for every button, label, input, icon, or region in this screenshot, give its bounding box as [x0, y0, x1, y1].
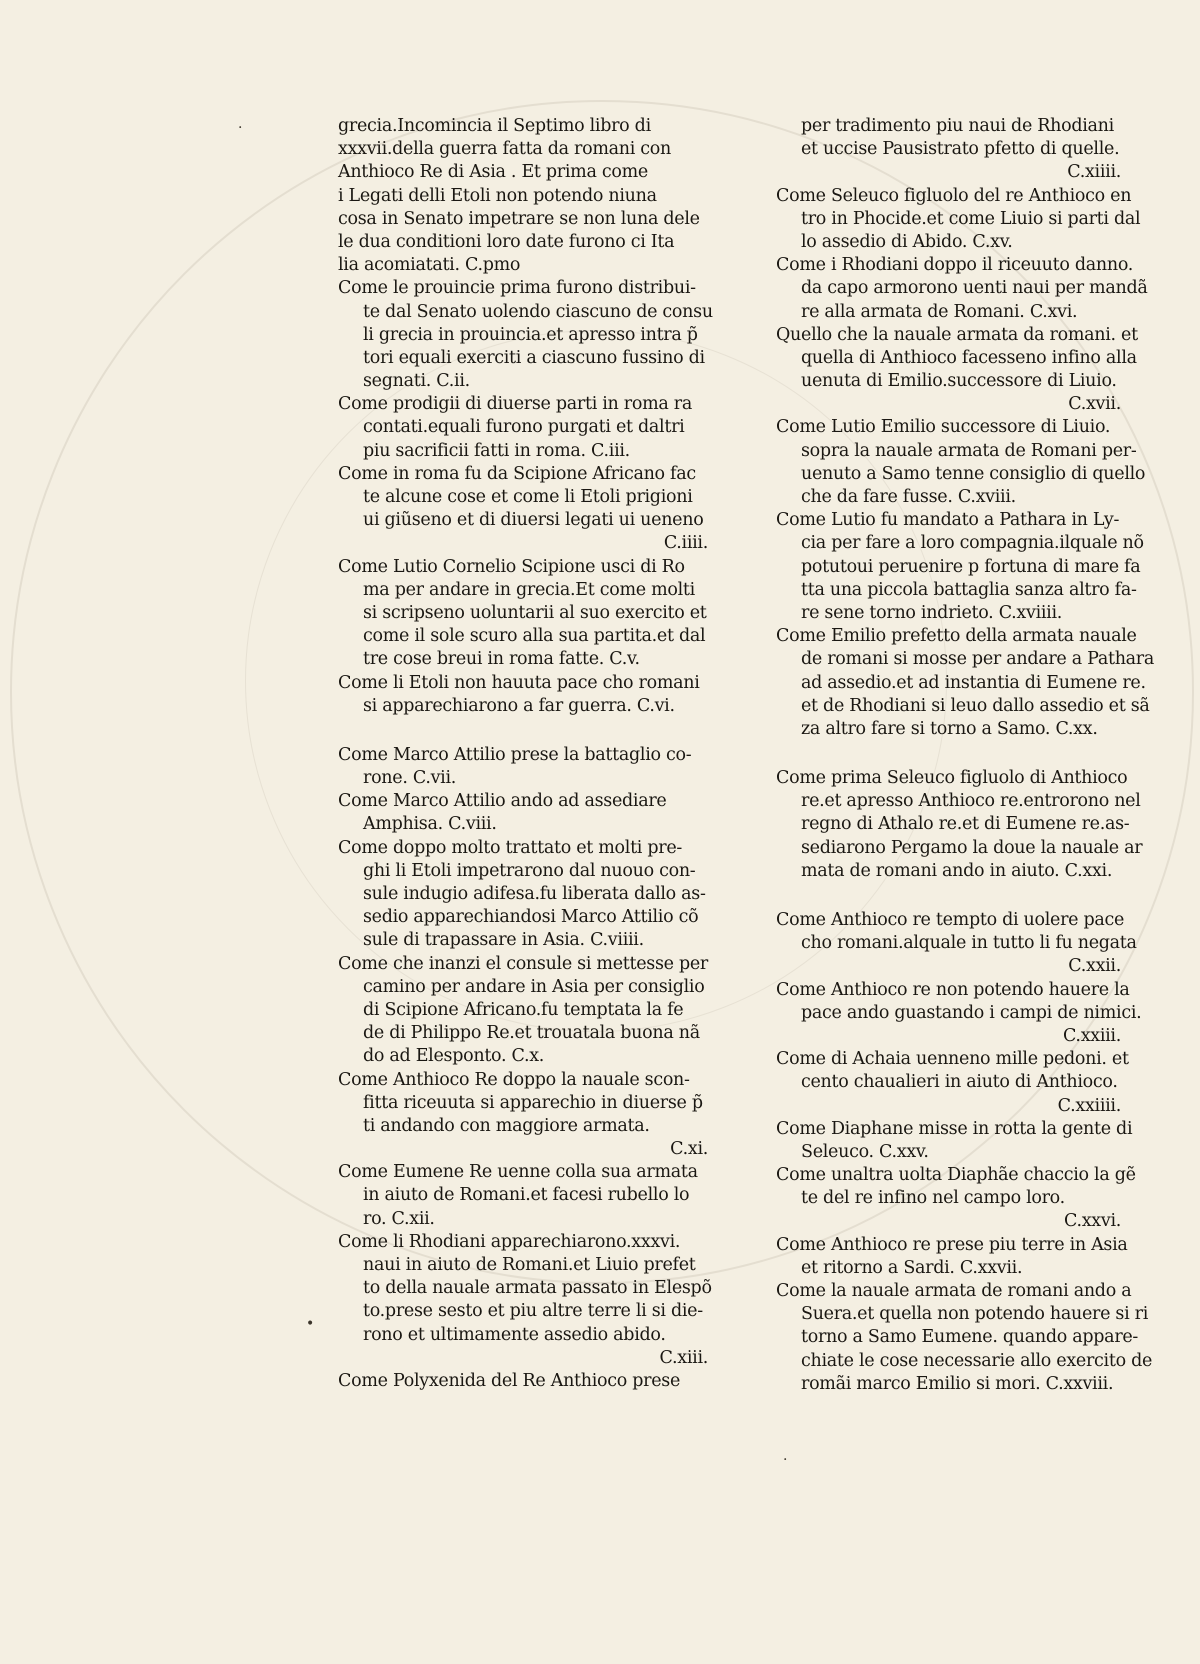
- text-line: tori equali exerciti a ciascuno fussino di: [363, 347, 705, 368]
- text-line: Come Marco Attilio ando ad assediare: [338, 791, 667, 812]
- text-line: Come Eumene Re uenne colla sua armata: [338, 1162, 698, 1183]
- text-line: to.prese sesto et piu altre terre li si die-: [363, 1301, 703, 1322]
- text-line: et uccise Pausistrato pfetto di quelle.: [801, 139, 1120, 160]
- chapter-number-line: [776, 1210, 1121, 1233]
- text-line: et ritorno a Sardi. C.xxvii.: [801, 1257, 1023, 1278]
- ink-speck: ·: [238, 120, 243, 136]
- text-line: Suera.et quella non potendo hauere si ri: [801, 1304, 1149, 1325]
- text-line: chiate le cose necessarie allo exercito de: [801, 1350, 1153, 1371]
- text-line: Come Lutio Cornelio Scipione usci di Ro: [338, 556, 685, 577]
- text-line: da capo armorono uenti naui per mandã: [801, 278, 1148, 299]
- text-line: camino per andare in Asia per consiglio: [363, 976, 705, 997]
- chapter-number: C.xxvi.: [1063, 1211, 1121, 1232]
- text-line: Amphisa. C.viii.: [363, 814, 497, 835]
- text-line: piu sacrificii fatti in roma. C.iii.: [363, 440, 630, 461]
- text-line: xxxvii.della guerra fatta da romani con: [338, 139, 671, 160]
- text-line: contati.equali furono purgati et daltri: [363, 417, 685, 438]
- text-line: Come Anthioco re prese piu terre in Asia: [776, 1234, 1128, 1255]
- text-line: Come la nauale armata de romani ando a: [776, 1281, 1132, 1301]
- text-line: Come prodigii di diuerse parti in roma ra: [338, 394, 692, 415]
- chapter-number: C.xxii.: [1068, 956, 1121, 977]
- text-line: sule indugio adifesa.fu liberata dallo as-: [363, 884, 706, 904]
- text-line: te dal Senato uolendo ciascuno de consu: [363, 301, 713, 322]
- text-line: tre cose breui in roma fatte. C.v.: [363, 649, 640, 670]
- text-line: Come Emilio prefetto della armata nauale: [776, 626, 1137, 647]
- text-line: Come che inanzi el consule si mettesse per: [338, 953, 708, 974]
- text-line: le dua conditioni loro date furono ci Ita: [338, 231, 675, 252]
- text-line: et de Rhodiani si leuo dallo assedio et sã: [801, 695, 1150, 716]
- text-line: Come Seleuco figluolo del re Anthioco en: [776, 185, 1132, 206]
- text-line: grecia.Incomincia il Septimo libro di: [338, 116, 651, 136]
- text-line: si scripseno uoluntarii al suo exercito et: [363, 602, 707, 623]
- text-line: cosa in Senato impetrare se non luna dele: [338, 208, 700, 229]
- text-line: Come doppo molto trattato et molti pre-: [338, 837, 683, 858]
- text-line: uenuta di Emilio.successore di Liuio.: [801, 371, 1117, 392]
- text-line: ti andando con maggiore armata.: [363, 1115, 650, 1136]
- chapter-number-line: [776, 161, 1121, 184]
- text-line: Come Polyxenida del Re Anthioco prese: [338, 1370, 681, 1391]
- text-line: Come li Etoli non hauuta pace cho romani: [338, 672, 700, 693]
- text-line: Come le prouincie prima furono distribui-: [338, 278, 696, 299]
- text-line: te del re infino nel campo loro.: [801, 1188, 1065, 1209]
- chapter-number-line: [338, 1138, 708, 1161]
- chapter-number-line: [776, 1025, 1121, 1048]
- text-line: segnati. C.ii.: [363, 371, 470, 392]
- chapter-number-line: [338, 1347, 708, 1370]
- text-line: sopra la nauale armata de Romani per-: [801, 440, 1137, 461]
- text-line: sule di trapassare in Asia. C.viiii.: [363, 930, 644, 951]
- text-line: Seleuco. C.xxv.: [801, 1141, 929, 1162]
- left-text-column: [338, 115, 713, 1393]
- text-line: potutoui peruenire p fortuna di mare fa: [801, 556, 1141, 577]
- text-line: za altro fare si torno a Samo. C.xx.: [801, 718, 1098, 739]
- text-line: Quello che la nauale armata da romani. et: [776, 324, 1138, 345]
- text-line: tro in Phocide.et come Liuio si parti dal: [801, 208, 1141, 229]
- text-line: Come Diaphane misse in rotta la gente di: [776, 1118, 1133, 1139]
- chapter-number-line: [776, 393, 1121, 416]
- text-line: come il sole scuro alla sua partita.et dal: [363, 626, 706, 647]
- text-line: Come in roma fu da Scipione Africano fac: [338, 463, 696, 484]
- text-line: fitta riceuuta si apparechio in diuerse p̃: [363, 1092, 703, 1113]
- text-line: lo assedio di Abido. C.xv.: [801, 231, 1013, 252]
- text-line: do ad Elesponto. C.x.: [363, 1046, 545, 1067]
- chapter-number-line: [776, 955, 1121, 978]
- blank-line: [338, 718, 708, 744]
- ink-speck: ·: [783, 1452, 788, 1468]
- text-line: ma per andare in grecia.Et come molti: [363, 579, 695, 600]
- right-text-column: [776, 115, 1154, 1396]
- text-line: cia per fare a loro compagnia.ilquale nõ: [801, 533, 1144, 554]
- text-line: Come di Achaia uenneno mille pedoni. et: [776, 1049, 1129, 1070]
- text-line: Come prima Seleuco figluolo di Anthioco: [776, 768, 1128, 789]
- text-line: per tradimento piu naui de Rhodiani: [801, 116, 1114, 136]
- text-line: re sene torno indrieto. C.xviiii.: [801, 602, 1063, 623]
- text-line: torno a Samo Eumene. quando appare-: [801, 1327, 1139, 1348]
- text-line: rono et ultimamente assedio abido.: [363, 1324, 666, 1345]
- text-line: li grecia in prouincia.et apresso intra p̃: [363, 324, 698, 345]
- blank-line: [776, 883, 1121, 909]
- text-line: Come li Rhodiani apparechiarono.xxxvi.: [338, 1231, 681, 1252]
- chapter-number: C.xvii.: [1068, 394, 1121, 415]
- text-line: mata de romani ando in aiuto. C.xxi.: [801, 860, 1113, 881]
- chapter-number: C.xi.: [670, 1139, 708, 1160]
- text-line: quella di Anthioco facesseno infino alla: [801, 347, 1137, 368]
- text-line: sedio apparechiandosi Marco Attilio cõ: [363, 907, 699, 928]
- text-line: naui in aiuto de Romani.et Liuio prefet: [363, 1255, 696, 1275]
- text-line: re.et apresso Anthioco re.entrorono nel: [801, 791, 1141, 812]
- text-line: Come i Rhodiani doppo il riceuuto danno.: [776, 255, 1134, 276]
- text-line: Come Lutio fu mandato a Pathara in Ly-: [776, 510, 1120, 531]
- text-line: de di Philippo Re.et trouatala buona nã: [363, 1023, 700, 1044]
- text-line: Come Anthioco re tempto di uolere pace: [776, 910, 1125, 930]
- text-line: rone. C.vii.: [363, 768, 457, 789]
- blank-line: [776, 741, 1121, 767]
- text-line: ui giũseno et di diuersi legati ui ueneno: [363, 510, 704, 531]
- text-line: ghi li Etoli impetrarono dal nuouo con-: [363, 860, 696, 881]
- text-line: de romani si mosse per andare a Pathara: [801, 649, 1154, 670]
- text-line: Anthioco Re di Asia . Et prima come: [338, 162, 648, 183]
- text-line: uenuto a Samo tenne consiglio di quello: [801, 463, 1146, 484]
- text-line: Come unaltra uolta Diaphãe chaccio la gẽ: [776, 1165, 1136, 1186]
- text-line: Come Anthioco Re doppo la nauale scon-: [338, 1069, 690, 1090]
- text-line: te alcune cose et come li Etoli prigioni: [363, 487, 693, 507]
- text-line: in aiuto de Romani.et facesi rubello lo: [363, 1185, 690, 1206]
- text-line: to della nauale armata passato in Elespõ: [363, 1278, 712, 1299]
- text-line: che da fare fusse. C.xviii.: [801, 487, 1016, 507]
- text-line: cento chaualieri in aiuto di Anthioco.: [801, 1072, 1118, 1093]
- text-line: si apparechiarono a far guerra. C.vi.: [363, 695, 675, 716]
- text-line: sediarono Pergamo la doue la nauale ar: [801, 837, 1143, 858]
- text-line: re alla armata de Romani. C.xvi.: [801, 301, 1078, 322]
- text-line: Come Lutio Emilio successore di Liuio.: [776, 417, 1111, 438]
- text-line: romãi marco Emilio si mori. C.xxviii.: [801, 1373, 1114, 1394]
- text-line: lia acomiatati. C.pmo: [338, 255, 521, 276]
- text-line: regno di Athalo re.et di Eumene re.as-: [801, 814, 1130, 835]
- chapter-number: C.iiii.: [663, 533, 708, 554]
- text-line: ro. C.xii.: [363, 1208, 435, 1229]
- text-line: cho romani.alquale in tutto li fu negata: [801, 933, 1137, 954]
- text-line: Come Anthioco re non potendo hauere la: [776, 979, 1130, 1000]
- chapter-number-line: [338, 532, 708, 555]
- text-line: Come Marco Attilio prese la battaglio co-: [338, 744, 692, 765]
- text-line: i Legati delli Etoli non potendo niuna: [338, 185, 657, 206]
- text-line: tta una piccola battaglia sanza altro fa-: [801, 579, 1137, 600]
- chapter-number-line: [776, 1095, 1121, 1118]
- chapter-number: C.xiii.: [659, 1347, 708, 1368]
- text-line: pace ando guastando i campi de nimici.: [801, 1002, 1142, 1023]
- ink-speck: •: [306, 1316, 315, 1332]
- chapter-number: C.xiiii.: [1067, 162, 1121, 183]
- text-line: ad assedio.et ad instantia di Eumene re.: [801, 672, 1146, 693]
- text-line: di Scipione Africano.fu temptata la fe: [363, 999, 684, 1020]
- chapter-number: C.xxiii.: [1062, 1025, 1121, 1046]
- chapter-number: C.xxiiii.: [1057, 1095, 1121, 1116]
